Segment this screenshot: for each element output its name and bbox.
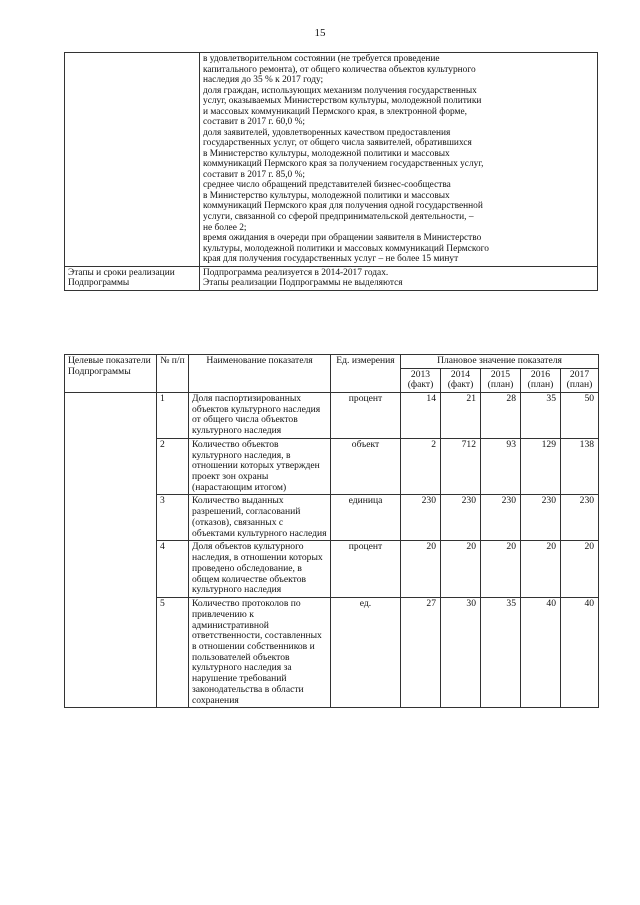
- continuation-line: культуры, молодежной политики и массовых коммуникаций Пермского: [203, 243, 489, 254]
- unit-cell: объект: [331, 438, 401, 495]
- header-row: [65, 355, 599, 369]
- indicator-name: Доля паспортизированных объектов культурного наследия от общего числа объектов культурного наследия: [189, 392, 331, 438]
- value-cell: 28: [481, 392, 521, 438]
- row-number: 2: [157, 438, 189, 495]
- section-label-continuation: [65, 392, 157, 708]
- expected-results-cell: [200, 53, 598, 267]
- continuation-line: услуг, оказываемых Министерством культуры, молодежной политики: [203, 96, 482, 107]
- value-cell: 27: [401, 598, 441, 708]
- stages-line: Подпрограмма реализуется в 2014-2017 годах.: [203, 267, 389, 278]
- table-row: [65, 53, 598, 267]
- page-number: 15: [314, 27, 326, 39]
- year-header: 2014 (факт): [441, 368, 481, 392]
- empty-label-cell: [65, 53, 200, 267]
- value-cell: 50: [561, 392, 599, 438]
- table-row: [65, 266, 598, 290]
- continuation-line: государственных услуг, от общего числа заявителей, обратившихся: [203, 138, 472, 149]
- indicator-name: Количество протоколов по привлечению к административной ответственности, составленных в отношении собственников и пользователей объектов культурного наследия за нарушение требований законодательства в области сохранения: [189, 598, 331, 708]
- value-cell: 230: [521, 495, 561, 541]
- value-cell: 230: [481, 495, 521, 541]
- year-header: 2017 (план): [561, 368, 599, 392]
- continuation-line: капитального ремонта), от общего количества объектов культурного: [203, 64, 476, 75]
- value-cell: 35: [481, 598, 521, 708]
- value-cell: 230: [441, 495, 481, 541]
- value-cell: 138: [561, 438, 599, 495]
- value-cell: 20: [401, 541, 441, 598]
- continuation-line: коммуникаций Пермского края для получения одной государственной: [203, 201, 483, 212]
- value-cell: 712: [441, 438, 481, 495]
- section-label: Целевые показатели Подпрограммы: [65, 355, 157, 393]
- row-number: 3: [157, 495, 189, 541]
- indicators-table: [64, 354, 599, 708]
- value-cell: 20: [561, 541, 599, 598]
- value-cell: 93: [481, 438, 521, 495]
- stages-label: Этапы и сроки реализации Подпрограммы: [65, 266, 200, 290]
- continuation-line: время ожидания в очереди при обращении заявителя в Министерство: [203, 233, 482, 244]
- value-cell: 14: [401, 392, 441, 438]
- continuation-line: не более 2;: [203, 222, 247, 233]
- value-cell: 20: [481, 541, 521, 598]
- value-cell: 21: [441, 392, 481, 438]
- unit-cell: процент: [331, 392, 401, 438]
- col-header-unit: Ед. измерения: [331, 355, 401, 393]
- value-cell: 230: [561, 495, 599, 541]
- row-number: 4: [157, 541, 189, 598]
- indicator-name: Количество выданных разрешений, согласований (отказов), связанных с объектами культурного наследия: [189, 495, 331, 541]
- unit-cell: единица: [331, 495, 401, 541]
- stages-line: Этапы реализации Подпрограммы не выделяются: [203, 278, 403, 289]
- continuation-line: доля граждан, использующих механизм получения государственных: [203, 85, 477, 96]
- value-cell: 230: [401, 495, 441, 541]
- value-cell: 35: [521, 392, 561, 438]
- continuation-line: коммуникаций Пермского края за получением государственных услуг,: [203, 159, 484, 170]
- continuation-line: края для получения государственных услуг – не более 15 минут: [203, 254, 459, 265]
- continuation-line: доля заявителей, удовлетворенных качеством предоставления: [203, 127, 451, 138]
- table-row: [65, 392, 599, 438]
- year-header: 2016 (план): [521, 368, 561, 392]
- year-header: 2015 (план): [481, 368, 521, 392]
- col-header-num: № п/п: [157, 355, 189, 393]
- indicator-name: Количество объектов культурного наследия, в отношении которых утвержден проект зон охраны (нарастающим итогом): [189, 438, 331, 495]
- unit-cell: ед.: [331, 598, 401, 708]
- continuation-line: услуги, связанной со сферой предпринимательской деятельности, –: [203, 211, 474, 222]
- continuation-line: и массовых коммуникаций Пермского края, в электронной форме,: [203, 106, 467, 117]
- stages-text: [200, 266, 598, 290]
- value-cell: 30: [441, 598, 481, 708]
- continuation-line: в Министерство культуры, молодежной политики и массовых: [203, 148, 450, 159]
- year-header: 2013 (факт): [401, 368, 441, 392]
- row-number: 1: [157, 392, 189, 438]
- value-cell: 20: [521, 541, 561, 598]
- continuation-line: наследия до 35 % к 2017 году;: [203, 75, 324, 86]
- value-cell: 40: [521, 598, 561, 708]
- unit-cell: процент: [331, 541, 401, 598]
- value-cell: 40: [561, 598, 599, 708]
- continuation-line: составит в 2017 г. 85,0 %;: [203, 169, 306, 180]
- value-cell: 129: [521, 438, 561, 495]
- value-cell: 2: [401, 438, 441, 495]
- row-number: 5: [157, 598, 189, 708]
- col-header-name: Наименование показателя: [189, 355, 331, 393]
- continuation-line: в удовлетворительном состоянии (не требуется проведение: [203, 54, 440, 64]
- continuation-line: в Министерство культуры, молодежной политики и массовых: [203, 190, 450, 201]
- continuation-line: составит в 2017 г. 60,0 %;: [203, 117, 306, 128]
- col-header-plan: Плановое значение показателя: [401, 355, 599, 369]
- subprogram-passport-table: [64, 52, 598, 291]
- value-cell: 20: [441, 541, 481, 598]
- indicator-name: Доля объектов культурного наследия, в отношении которых проведено обследование, в общем количестве объектов культурного наследия: [189, 541, 331, 598]
- continuation-line: среднее число обращений представителей бизнес-сообщества: [203, 180, 451, 191]
